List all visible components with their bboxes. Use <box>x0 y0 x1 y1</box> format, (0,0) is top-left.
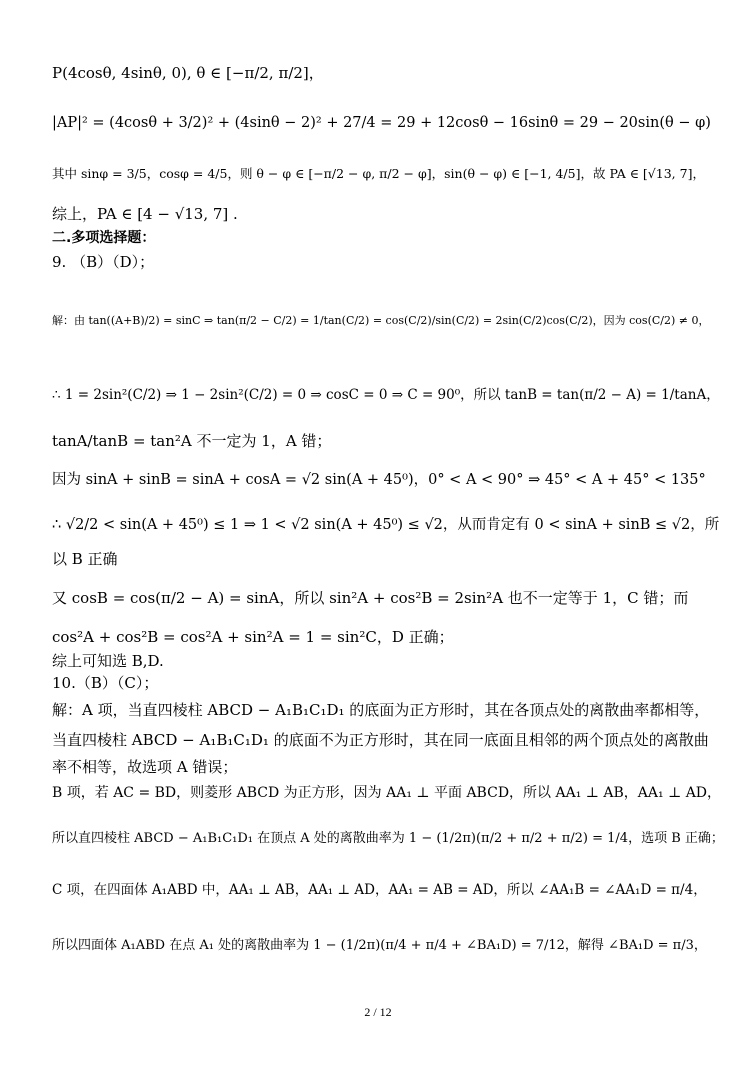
text-line-14: cos²A + cos²B = cos²A + sin²A = 1 = sin²C，D 正确； <box>52 628 454 646</box>
section-heading: 二.多项选择题： <box>52 230 156 246</box>
text-line-7: 解：由 tan((A+B)/2) = sinC ⇒ tan(π/2 − C/2) = 1/tan(C/2) = cos(C/2)/sin(C/2) = 2sin(C/2)cos(C/2)，因为 cos(C/2) ≠ 0， <box>52 314 710 327</box>
text-line-23: 所以四面体 A₁ABD 在点 A₁ 处的离散曲率为 1 − (1/2π)(π/4 + π/4 + ∠BA₁D) = 7/12，解得 ∠BA₁D = π/3， <box>52 938 707 953</box>
text-line-12: 以 B 正确 <box>52 550 118 568</box>
text-line-3: 其中 sinφ = 3/5，cosφ = 4/5，则 θ − φ ∈ [−π/2 − φ, π/2 − φ]，sin(θ − φ) ∈ [−1, 4/5]，故 PA ∈ [√13, 7]， <box>52 166 705 181</box>
question-10-answer: 10.（B）（C）； <box>52 674 159 692</box>
text-line-11: ∴ √2/2 < sin(A + 45⁰) ≤ 1 ⇒ 1 < √2 sin(A + 45⁰) ≤ √2，从而肯定有 0 < sinA + sinB ≤ √2，所 <box>52 517 720 533</box>
text-line-9: tanA/tanB = tan²A 不一定为 1，A 错； <box>52 432 332 450</box>
text-line-17: 解：A 项，当直四棱柱 ABCD − A₁B₁C₁D₁ 的底面为正方形时，其在各顶点处的离散曲率都相等， <box>52 701 710 719</box>
text-line-2: |AP|² = (4cosθ + 3/2)² + (4sinθ − 2)² + 27/4 = 29 + 12cosθ − 16sinθ = 29 − 20sin(θ − φ) <box>52 115 711 131</box>
text-line-19: 率不相等，故选项 A 错误； <box>52 758 238 776</box>
text-line-8: ∴ 1 = 2sin²(C/2) ⇒ 1 − 2sin²(C/2) = 0 ⇒ cosC = 0 ⇒ C = 90⁰，所以 tanB = tan(π/2 − A) = 1/tanA， <box>52 387 720 403</box>
text-line-10: 因为 sinA + sinB = sinA + cosA = √2 sin(A + 45⁰)，0° < A < 90° ⇒ 45° < A + 45° < 135° <box>52 472 706 488</box>
text-line-18: 当直四棱柱 ABCD − A₁B₁C₁D₁ 的底面不为正方形时，其在同一底面且相邻的两个顶点处的离散曲 <box>52 731 709 749</box>
text-line-4: 综上，PA ∈ [4 − √13, 7] . <box>52 205 238 223</box>
page-number: 2 / 12 <box>364 1005 392 1019</box>
text-line-1: P(4cosθ, 4sinθ, 0), θ ∈ [−π/2, π/2]， <box>52 64 324 82</box>
text-line-15: 综上可知选 B,D. <box>52 652 164 670</box>
text-line-20: B 项，若 AC = BD，则菱形 ABCD 为正方形，因为 AA₁ ⊥ 平面 ABCD，所以 AA₁ ⊥ AB，AA₁ ⊥ AD， <box>52 785 722 801</box>
text-line-21: 所以直四棱柱 ABCD − A₁B₁C₁D₁ 在顶点 A 处的离散曲率为 1 − (1/2π)(π/2 + π/2 + π/2) = 1/4，选项 B 正确； <box>52 831 724 846</box>
text-line-22: C 项，在四面体 A₁ABD 中，AA₁ ⊥ AB，AA₁ ⊥ AD，AA₁ = AB = AD，所以 ∠AA₁B = ∠AA₁D = π/4， <box>52 882 707 898</box>
question-9-answer: 9. （B）（D）； <box>52 253 155 271</box>
text-line-13: 又 cosB = cos(π/2 − A) = sinA，所以 sin²A + cos²B = 2sin²A 也不一定等于 1，C 错；而 <box>52 589 689 607</box>
